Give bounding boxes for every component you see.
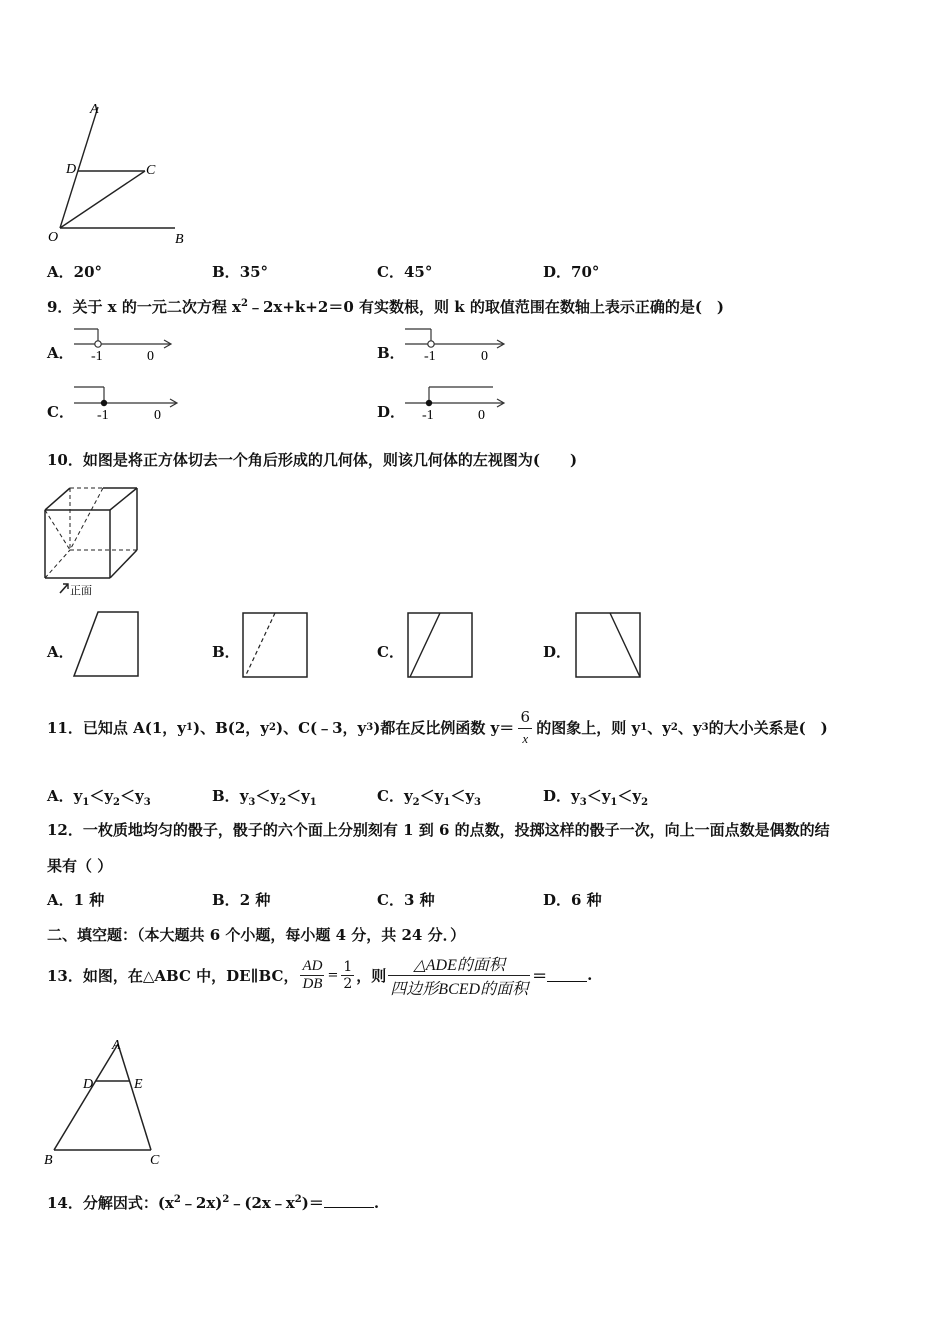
svg-text:0: 0	[147, 349, 154, 364]
svg-text:D: D	[83, 1077, 94, 1092]
q8-option-d[interactable]: D．70°	[543, 263, 600, 281]
q10-cube-figure	[40, 484, 150, 600]
svg-text:-1: -1	[91, 349, 103, 364]
svg-text:A: A	[112, 1038, 121, 1053]
svg-text:0: 0	[154, 408, 161, 423]
q13-triangle-figure	[40, 1036, 170, 1168]
svg-text:-1: -1	[422, 408, 434, 423]
q10-stem: 10．如图是将正方体切去一个角后形成的几何体，则该几何体的左视图为( )	[47, 451, 578, 469]
q10-option-b-shape[interactable]	[240, 610, 312, 682]
q13-fraction-ad-db: $\frac{AD}{DB}$	[302, 957, 323, 992]
svg-text:0: 0	[478, 408, 485, 423]
q14-stem: 14．分解因式：$(x^2﹣2x)^2﹣(2x﹣x^2)=$ .	[47, 1194, 380, 1212]
q9-option-c-label[interactable]: C．	[47, 403, 74, 421]
q11-fraction: $\frac{6}{x}$	[518, 708, 532, 747]
q10-option-d-label[interactable]: D．	[543, 643, 572, 661]
label-b: B	[175, 232, 184, 247]
q11-option-c[interactable]: C．$y_2<y_1<y_3$	[377, 787, 482, 808]
q11-stem: 11．已知点 A(1，y 1 )、B(2，y 2 )、C(﹣3，y 3 )都在反比例函数 y＝ $\frac{6}{x}$ 的图象上，则 y 1 、y 2 、y 3 的大小关系是( )	[47, 707, 828, 746]
q10-option-a-label[interactable]: A．	[47, 643, 74, 661]
q10-option-d-shape[interactable]	[573, 610, 645, 682]
label-a: A	[90, 102, 99, 117]
q9-number-line-d[interactable]	[403, 384, 511, 424]
svg-text:正面: 正面	[70, 585, 92, 597]
q10-option-c-label[interactable]: C．	[377, 643, 404, 661]
q8-option-b[interactable]: B．35°	[212, 263, 269, 281]
q9-number-line-a[interactable]	[72, 326, 178, 364]
open-point	[428, 341, 434, 347]
side-ab	[54, 1044, 118, 1150]
solid-point	[101, 400, 107, 406]
segment-oc	[60, 171, 145, 228]
q14-answer-blank[interactable]	[324, 1195, 374, 1208]
q9-stem: 9．关于 x 的一元二次方程 $x^2﹣2x+k+2=0$ 有实数根，则 k 的取值范围在数轴上表示正确的是( )	[47, 298, 725, 316]
q12-stem-line1: 12．一枚质地均匀的骰子，骰子的六个面上分别刻有 1 到 6 的点数，投掷这样的骰子一次，向上一面点数是偶数的结	[47, 821, 830, 839]
svg-text:C: C	[150, 1153, 160, 1168]
label-c: C	[146, 163, 156, 178]
section-2-title: 二、填空题：（本大题共 6 个小题，每小题 4 分，共 24 分．）	[47, 926, 466, 944]
q13-stem: 13．如图，在△ABC 中，DE∥BC， $\frac{AD}{DB}$ = $\frac{1}{2}$ ，则 $\frac{\text{△ADE的面积}}{\text{四边形BCED的面积}}$ ＝ .	[47, 950, 592, 1000]
svg-text:-1: -1	[424, 349, 436, 364]
q11-option-a[interactable]: A．$y_1<y_2<y_3$	[47, 787, 151, 808]
q11-option-b[interactable]: B．$y_3<y_2<y_1$	[212, 787, 317, 808]
svg-text:0: 0	[481, 349, 488, 364]
q9-option-a-label[interactable]: A．	[47, 344, 74, 362]
q9-option-b-label[interactable]: B．	[377, 344, 405, 362]
q11-option-d[interactable]: D．$y_3<y_1<y_2$	[543, 787, 649, 808]
label-d: D	[66, 162, 77, 177]
svg-text:E: E	[134, 1077, 143, 1092]
svg-text:-1: -1	[97, 408, 109, 423]
q12-option-c[interactable]: C．3 种	[377, 891, 435, 909]
q10-option-b-label[interactable]: B．	[212, 643, 240, 661]
q8-option-a[interactable]: A．20°	[47, 263, 103, 281]
q8-angle-figure	[40, 95, 200, 250]
open-point	[95, 341, 101, 347]
q8-option-c[interactable]: C．45°	[377, 263, 433, 281]
q9-number-line-b[interactable]	[403, 326, 511, 364]
q9-option-d-label[interactable]: D．	[377, 403, 406, 421]
q12-option-d[interactable]: D．6 种	[543, 891, 602, 909]
q12-option-a[interactable]: A．1 种	[47, 891, 105, 909]
q10-option-c-shape[interactable]	[405, 610, 477, 682]
label-o: O	[48, 230, 59, 245]
q12-stem-line2: 果有（ ）	[47, 857, 113, 875]
solid-point	[426, 400, 432, 406]
side-ac	[118, 1044, 151, 1150]
q12-option-b[interactable]: B．2 种	[212, 891, 271, 909]
q13-area-ratio-fraction: $\frac{\text{△ADE的面积}}{\text{四边形BCED的面积}}$	[388, 952, 530, 999]
q13-answer-blank[interactable]	[547, 969, 587, 982]
svg-text:B: B	[44, 1153, 53, 1168]
q13-fraction-half: $\frac{1}{2}$	[343, 958, 353, 992]
front-arrow-icon	[60, 584, 68, 593]
q10-option-a-shape[interactable]	[70, 610, 142, 680]
q9-number-line-c[interactable]	[72, 384, 184, 424]
